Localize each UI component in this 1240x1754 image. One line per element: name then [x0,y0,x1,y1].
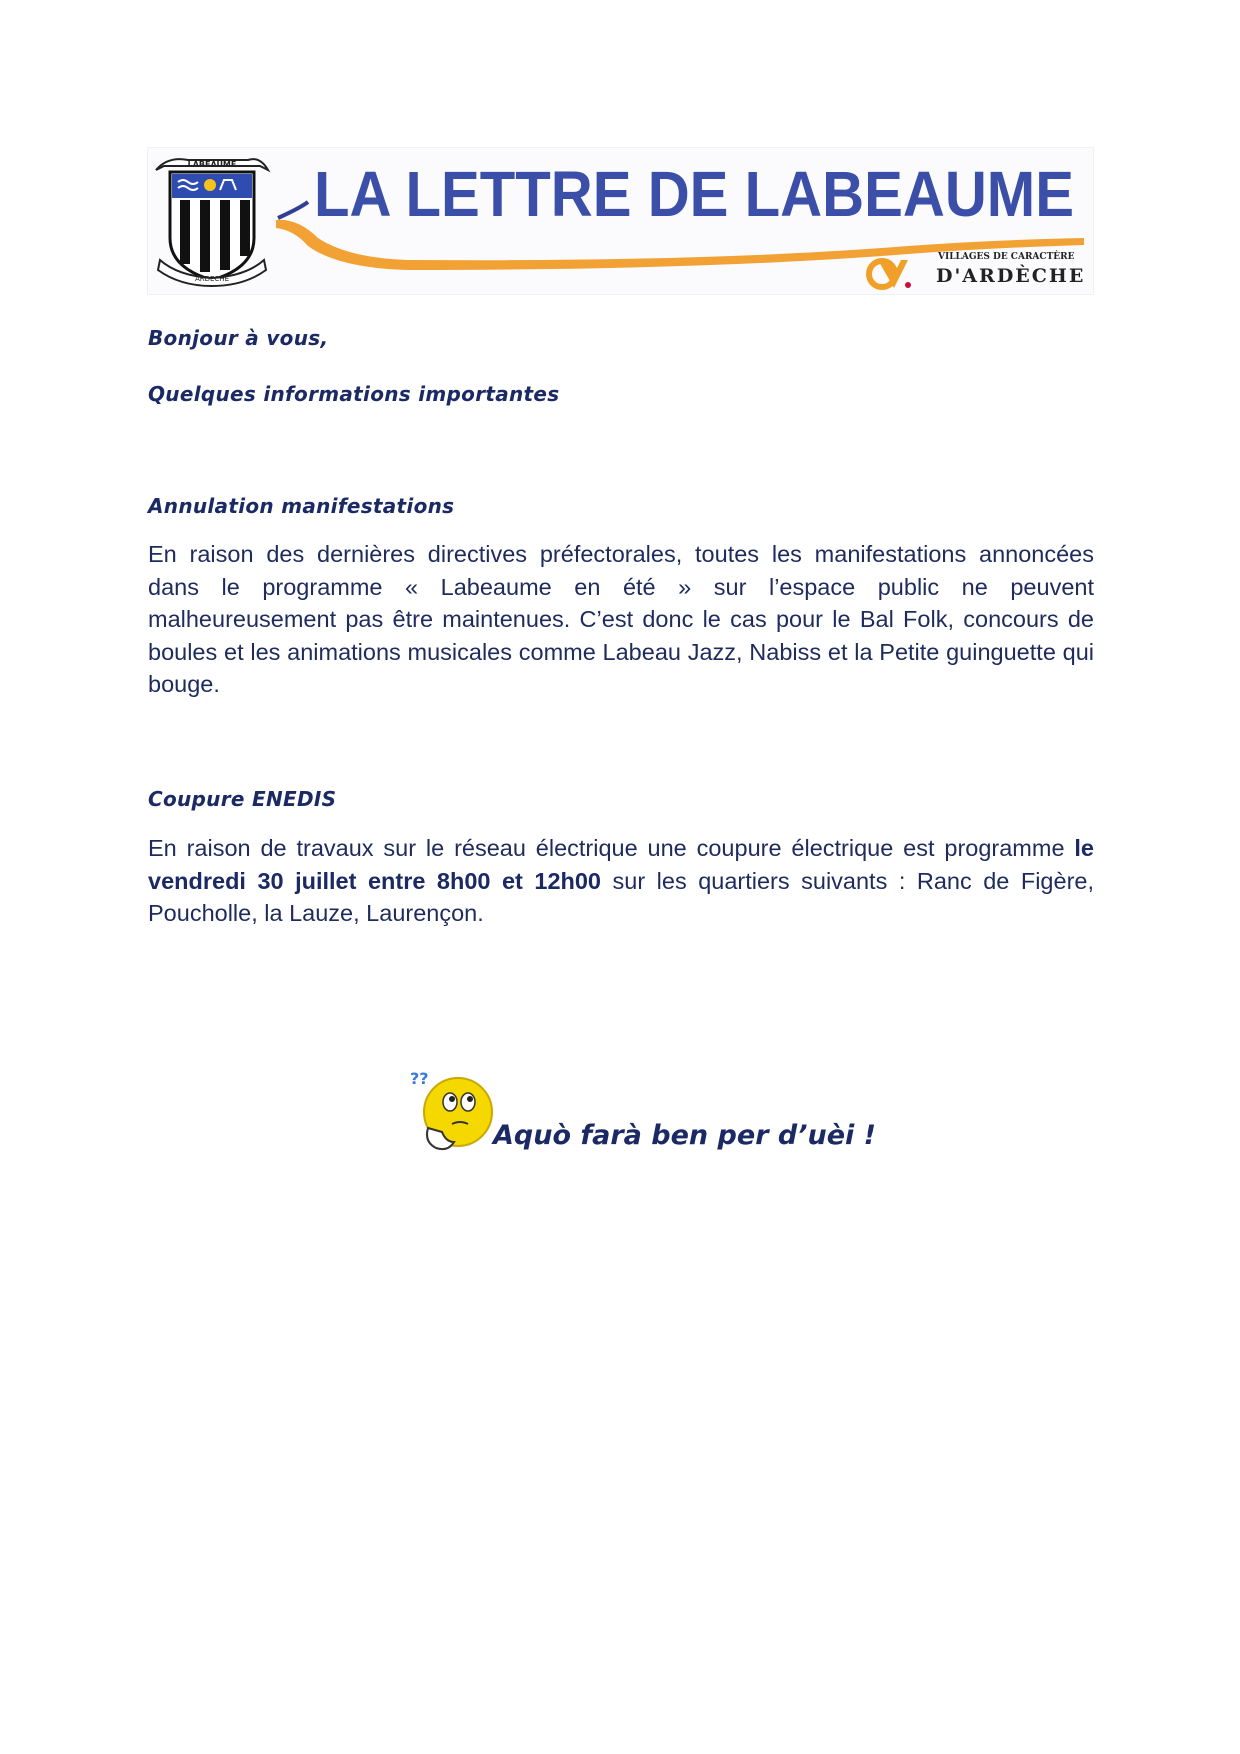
closing-message: Aquò farà ben per d’uèi ! [493,1120,876,1151]
section-body-annulation: En raison des dernières directives préfectorales, toutes les manifestations annoncées dans le programme « Labeaume en été » sur l’espace public ne peuvent malheureusement pas être maintenues. C’est donc le cas pour le Bal Folk, concours de boules et les animations musicales comme Labeau Jazz, Nabiss et la Petite guinguette qui bouge. [148,541,1094,698]
banner-swoosh-blue [278,202,308,218]
thinking-smiley-icon [408,1068,500,1158]
banner-title: LA LETTRE DE LABEAUME [314,158,1074,230]
villages-caractere-logo-icon [869,260,911,288]
section-title-annulation: Annulation manifestations [148,494,455,518]
crest-icon [156,159,268,286]
outage-date-time: le vendredi 30 juillet entre 8h00 et 12h00 [148,835,1094,894]
svg-text:LABEAUME: LABEAUME [187,160,237,169]
svg-text:ARDECHE: ARDECHE [194,275,230,283]
greeting: Bonjour à vous, [148,326,329,350]
banner-tagline-bottom: D'ARDÈCHE [936,265,1086,287]
section-body-coupure: En raison de travaux sur le réseau électrique une coupure électrique est programme le vendredi 30 juillet entre 8h00 et 12h00 sur les quartiers suivants : Ranc de Figère, Poucholle, la Lauze, Laurençon. [148,835,1094,927]
letter-banner [147,147,1094,295]
section-title-coupure: Coupure ENEDIS [148,787,337,811]
intro-heading: Quelques informations importantes [148,382,560,406]
banner-graphic [148,148,1095,296]
banner-tagline-top: VILLAGES DE CARACTÈRE [938,252,1075,262]
svg-text:??: ?? [410,1069,429,1088]
